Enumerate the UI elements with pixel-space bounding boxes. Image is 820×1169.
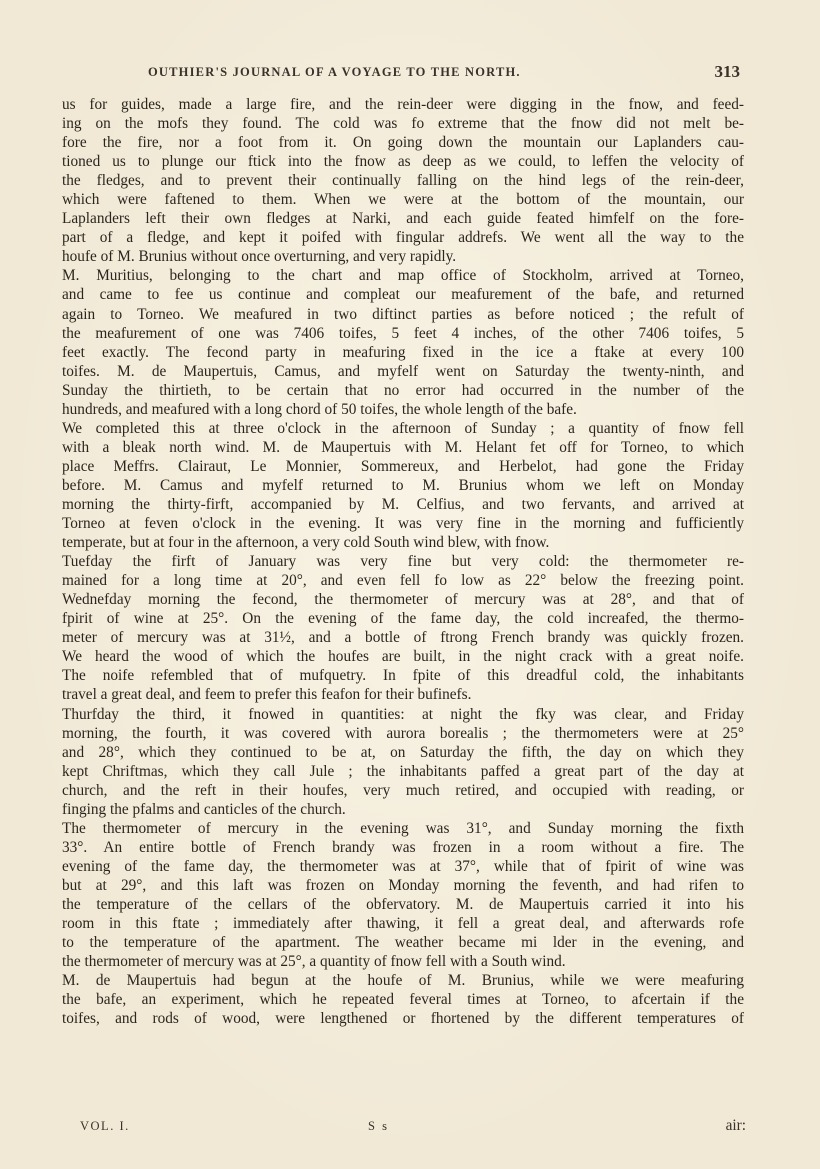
- text-line: room in this ftate ; immediately after thawing, it fell a great deal, and afterwards rofe: [62, 915, 744, 933]
- text-line: Thurfday the third, it fnowed in quantities: at night the fky was clear, and Friday: [62, 705, 744, 723]
- text-line: the fledges, and to prevent their continually falling on the hind legs of the rein-deer,: [62, 172, 744, 190]
- page-footer: [80, 1117, 746, 1139]
- text-line: M. Muritius, belonging to the chart and map office of Stockholm, arrived at Torneo,: [62, 267, 744, 285]
- text-line: Tuefday the firft of January was very fine but very cold: the thermometer re-: [62, 553, 744, 571]
- body-text: [62, 95, 744, 1028]
- text-line: Laplanders left their own fledges at Narki, and each guide feated himfelf on the fore-: [62, 210, 744, 228]
- text-line: temperate, but at four in the afternoon, a very cold South wind blew, with fnow.: [62, 534, 550, 552]
- text-line: M. de Maupertuis had begun at the houfe of M. Brunius, while we were meafuring: [62, 972, 744, 990]
- text-line: feet exactly. The fecond party in meafuring fixed in the ice a ftake at every 100: [62, 343, 744, 361]
- text-line: tioned us to plunge our ftick into the fnow as deep as we could, to leffen the velocity of: [62, 153, 744, 171]
- text-line: the meafurement of one was 7406 toifes, 5 feet 4 inches, of the other 7406 toifes, 5: [62, 324, 744, 342]
- text-line: We heard the wood of which the houfes are built, in the night crack with a great noife.: [62, 648, 744, 666]
- text-line: the bafe, an experiment, which he repeated feveral times at Torneo, to afcertain if the: [62, 991, 744, 1009]
- text-line: morning, the fourth, it was covered with aurora borealis ; the thermometers were at 25°: [62, 724, 744, 742]
- text-line: us for guides, made a large fire, and the rein-deer were digging in the fnow, and feed-: [62, 96, 744, 113]
- text-line: part of a fledge, and kept it poifed with fingular addrefs. We went all the way to the: [62, 229, 744, 247]
- text-line: finging the pfalms and canticles of the church.: [62, 800, 346, 818]
- text-line: ing on the mofs they found. The cold was fo extreme that the fnow did not melt be-: [62, 115, 744, 133]
- text-line: The noife refembled that of mufquetry. In fpite of this dreadful cold, the inhabitants: [62, 667, 744, 685]
- text-line: and 28°, which they continued to be at, on Saturday the fifth, the day on which they: [62, 743, 744, 761]
- text-line: again to Torneo. We meafured in two diftinct parties as before noticed ; the refult of: [62, 305, 744, 323]
- text-line: Wednefday morning the fecond, the thermometer of mercury was at 28°, and that of: [62, 591, 744, 609]
- volume-label: VOL. I.: [80, 1119, 130, 1133]
- text-line: toifes, and rods of wood, were lengthened or fhortened by the different temperatures of: [62, 1010, 744, 1028]
- text-line: the temperature of the cellars of the obfervatory. M. de Maupertuis carried it into his: [62, 895, 744, 913]
- text-line: mained for a long time at 20°, and even fell fo low as 22° below the freezing point.: [62, 572, 744, 590]
- running-head-title: OUTHIER'S JOURNAL OF A VOYAGE TO THE NORTH.: [148, 65, 521, 79]
- page-number: 313: [714, 62, 740, 81]
- text-line: fpirit of wine at 25°. On the evening of the fame day, the cold increafed, the thermo-: [62, 610, 744, 628]
- text-line: travel a great deal, and feem to prefer this feafon for their bufinefs.: [62, 686, 472, 704]
- text-line: morning the thirty-firft, accompanied by M. Celfius, and two fervants, and arrived at: [62, 495, 744, 513]
- text-line: We completed this at three o'clock in the afternoon of Sunday ; a quantity of fnow fell: [62, 419, 744, 437]
- text-line: to the temperature of the apartment. The weather became mi lder in the evening, and: [62, 934, 744, 952]
- text-line: Sunday the thirtieth, to be certain that no error had occurred in the number of the: [62, 381, 744, 399]
- text-line: place Meffrs. Clairaut, Le Monnier, Sommereux, and Herbelot, had gone the Friday: [62, 457, 744, 475]
- text-line: The thermometer of mercury in the evening was 31°, and Sunday morning the fixth: [62, 819, 744, 837]
- text-line: but at 29°, and this laft was frozen on Monday morning the feventh, and had rifen to: [62, 876, 744, 894]
- text-line: hundreds, and meafured with a long chord of 50 toifes, the whole length of the bafe.: [62, 400, 577, 418]
- text-line: the thermometer of mercury was at 25°, a quantity of fnow fell with a South wind.: [62, 953, 566, 971]
- text-line: kept Chriftmas, which they call Jule ; the inhabitants paffed a great part of the day at: [62, 762, 744, 780]
- text-line: houfe of M. Brunius without once overturning, and very rapidly.: [62, 248, 457, 266]
- text-line: meter of mercury was at 31½, and a bottle of ftrong French brandy was quickly frozen.: [62, 629, 744, 647]
- text-line: 33°. An entire bottle of French brandy was frozen in a room without a fire. The: [62, 838, 744, 856]
- text-line: before. M. Camus and myfelf returned to M. Brunius whom we left on Monday: [62, 476, 744, 494]
- signature-mark: S s: [368, 1119, 389, 1133]
- text-line: and came to fee us continue and compleat our meafurement of the bafe, and returned: [62, 286, 744, 304]
- running-head: [90, 62, 740, 86]
- text-line: fore the fire, nor a foot from it. On going down the mountain our Laplanders cau-: [62, 134, 744, 152]
- text-line: evening of the fame day, the thermometer was at 37°, while that of fpirit of wine was: [62, 857, 744, 875]
- text-line: which were faftened to them. When we were at the bottom of the mountain, our: [62, 191, 744, 209]
- text-line: toifes. M. de Maupertuis, Camus, and myfelf went on Saturday the twenty-ninth, and: [62, 362, 744, 380]
- catchword: air:: [725, 1117, 746, 1134]
- text-line: Torneo at feven o'clock in the evening. It was very fine in the morning and fufficiently: [62, 515, 744, 533]
- text-line: with a bleak north wind. M. de Maupertuis with M. Helant fet off for Torneo, to which: [62, 438, 744, 456]
- text-line: church, and the reft in their houfes, very much retired, and occupied with reading, or: [62, 781, 744, 799]
